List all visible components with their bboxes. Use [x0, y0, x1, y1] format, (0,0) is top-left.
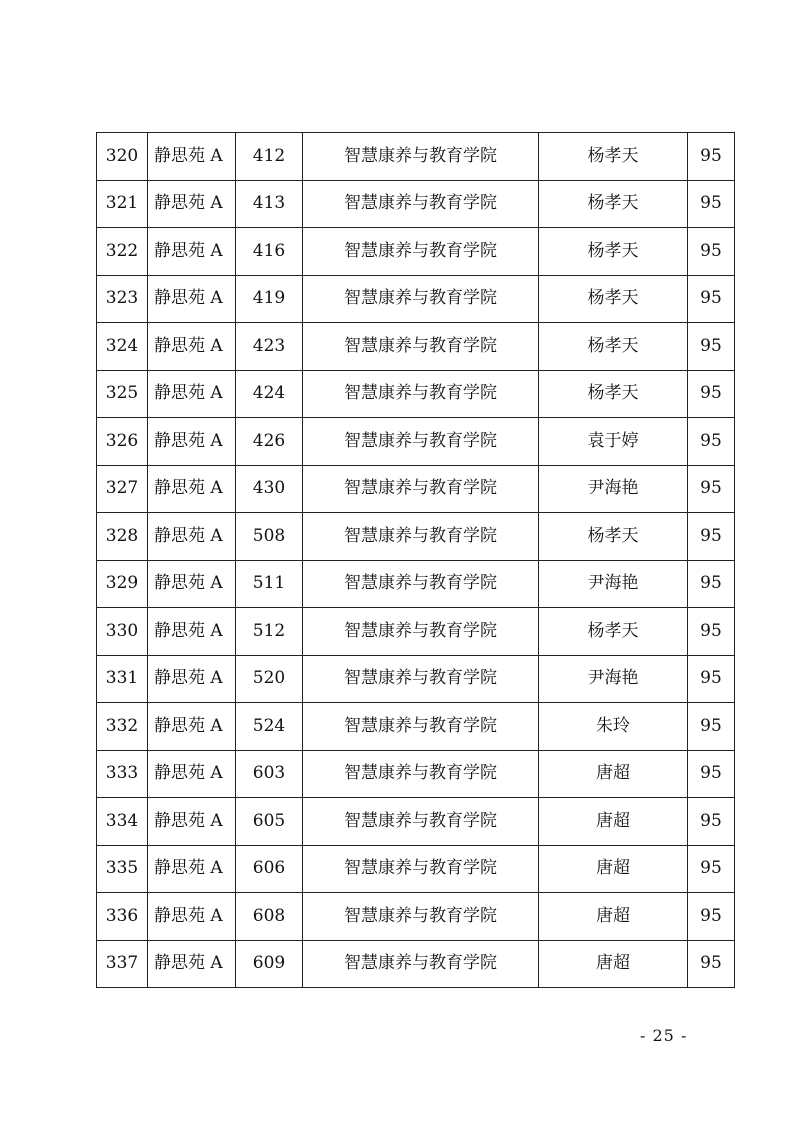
cell-serial-number: 336	[97, 893, 148, 941]
cell-building: 静思苑 A	[148, 465, 236, 513]
cell-room: 508	[236, 513, 303, 561]
cell-building: 静思苑 A	[148, 608, 236, 656]
cell-serial-number: 324	[97, 323, 148, 371]
table-row	[97, 703, 735, 751]
cell-building: 静思苑 A	[148, 703, 236, 751]
cell-serial-number: 326	[97, 418, 148, 466]
cell-serial-number: 327	[97, 465, 148, 513]
cell-building: 静思苑 A	[148, 228, 236, 276]
cell-score: 95	[688, 560, 735, 608]
cell-building: 静思苑 A	[148, 798, 236, 846]
cell-serial-number: 320	[97, 133, 148, 181]
cell-score: 95	[688, 798, 735, 846]
cell-college: 智慧康养与教育学院	[303, 418, 539, 466]
cell-score: 95	[688, 608, 735, 656]
cell-counselor: 唐超	[539, 893, 688, 941]
cell-college: 智慧康养与教育学院	[303, 608, 539, 656]
cell-room: 524	[236, 703, 303, 751]
cell-building: 静思苑 A	[148, 513, 236, 561]
table-row	[97, 275, 735, 323]
cell-counselor: 唐超	[539, 750, 688, 798]
cell-counselor: 尹海艳	[539, 655, 688, 703]
cell-college: 智慧康养与教育学院	[303, 750, 539, 798]
table-row	[97, 180, 735, 228]
cell-building: 静思苑 A	[148, 370, 236, 418]
cell-serial-number: 322	[97, 228, 148, 276]
cell-college: 智慧康养与教育学院	[303, 465, 539, 513]
cell-building: 静思苑 A	[148, 275, 236, 323]
cell-college: 智慧康养与教育学院	[303, 228, 539, 276]
cell-counselor: 尹海艳	[539, 465, 688, 513]
cell-college: 智慧康养与教育学院	[303, 133, 539, 181]
cell-college: 智慧康养与教育学院	[303, 703, 539, 751]
table-row	[97, 845, 735, 893]
cell-score: 95	[688, 655, 735, 703]
cell-counselor: 唐超	[539, 845, 688, 893]
cell-room: 609	[236, 940, 303, 988]
table-row	[97, 133, 735, 181]
cell-serial-number: 335	[97, 845, 148, 893]
cell-score: 95	[688, 893, 735, 941]
cell-score: 95	[688, 513, 735, 561]
page-number: - 25 -	[640, 1026, 688, 1045]
cell-counselor: 杨孝天	[539, 180, 688, 228]
cell-college: 智慧康养与教育学院	[303, 323, 539, 371]
cell-counselor: 杨孝天	[539, 370, 688, 418]
table-row	[97, 418, 735, 466]
cell-score: 95	[688, 703, 735, 751]
cell-counselor: 朱玲	[539, 703, 688, 751]
cell-room: 423	[236, 323, 303, 371]
cell-score: 95	[688, 370, 735, 418]
table-row	[97, 370, 735, 418]
cell-room: 419	[236, 275, 303, 323]
cell-score: 95	[688, 323, 735, 371]
cell-room: 603	[236, 750, 303, 798]
cell-college: 智慧康养与教育学院	[303, 560, 539, 608]
cell-serial-number: 332	[97, 703, 148, 751]
table-row	[97, 750, 735, 798]
cell-counselor: 杨孝天	[539, 228, 688, 276]
cell-serial-number: 328	[97, 513, 148, 561]
cell-score: 95	[688, 465, 735, 513]
cell-counselor: 杨孝天	[539, 608, 688, 656]
cell-score: 95	[688, 750, 735, 798]
cell-college: 智慧康养与教育学院	[303, 798, 539, 846]
cell-score: 95	[688, 180, 735, 228]
cell-room: 605	[236, 798, 303, 846]
cell-building: 静思苑 A	[148, 893, 236, 941]
cell-counselor: 唐超	[539, 940, 688, 988]
cell-counselor: 杨孝天	[539, 275, 688, 323]
table-row	[97, 560, 735, 608]
cell-room: 512	[236, 608, 303, 656]
cell-counselor: 尹海艳	[539, 560, 688, 608]
cell-building: 静思苑 A	[148, 845, 236, 893]
cell-counselor: 杨孝天	[539, 513, 688, 561]
table-row	[97, 513, 735, 561]
cell-serial-number: 331	[97, 655, 148, 703]
cell-building: 静思苑 A	[148, 418, 236, 466]
cell-counselor: 杨孝天	[539, 323, 688, 371]
cell-building: 静思苑 A	[148, 750, 236, 798]
cell-counselor: 杨孝天	[539, 133, 688, 181]
table-row	[97, 655, 735, 703]
cell-college: 智慧康养与教育学院	[303, 655, 539, 703]
cell-room: 430	[236, 465, 303, 513]
cell-serial-number: 330	[97, 608, 148, 656]
cell-serial-number: 329	[97, 560, 148, 608]
cell-score: 95	[688, 228, 735, 276]
cell-score: 95	[688, 133, 735, 181]
cell-counselor: 袁于婷	[539, 418, 688, 466]
cell-serial-number: 334	[97, 798, 148, 846]
table-row	[97, 798, 735, 846]
cell-building: 静思苑 A	[148, 560, 236, 608]
cell-serial-number: 321	[97, 180, 148, 228]
cell-college: 智慧康养与教育学院	[303, 893, 539, 941]
cell-counselor: 唐超	[539, 798, 688, 846]
dormitory-score-table	[96, 132, 735, 988]
cell-college: 智慧康养与教育学院	[303, 370, 539, 418]
cell-room: 606	[236, 845, 303, 893]
cell-serial-number: 325	[97, 370, 148, 418]
cell-serial-number: 333	[97, 750, 148, 798]
cell-college: 智慧康养与教育学院	[303, 275, 539, 323]
cell-serial-number: 323	[97, 275, 148, 323]
table-row	[97, 465, 735, 513]
cell-score: 95	[688, 275, 735, 323]
table-row	[97, 323, 735, 371]
table-row	[97, 608, 735, 656]
cell-room: 608	[236, 893, 303, 941]
cell-building: 静思苑 A	[148, 323, 236, 371]
cell-serial-number: 337	[97, 940, 148, 988]
cell-building: 静思苑 A	[148, 180, 236, 228]
cell-building: 静思苑 A	[148, 940, 236, 988]
cell-room: 426	[236, 418, 303, 466]
cell-room: 413	[236, 180, 303, 228]
cell-building: 静思苑 A	[148, 133, 236, 181]
cell-room: 424	[236, 370, 303, 418]
cell-college: 智慧康养与教育学院	[303, 845, 539, 893]
table-body	[97, 133, 735, 988]
cell-score: 95	[688, 418, 735, 466]
cell-college: 智慧康养与教育学院	[303, 180, 539, 228]
cell-score: 95	[688, 940, 735, 988]
cell-room: 520	[236, 655, 303, 703]
cell-building: 静思苑 A	[148, 655, 236, 703]
cell-room: 412	[236, 133, 303, 181]
cell-room: 416	[236, 228, 303, 276]
cell-college: 智慧康养与教育学院	[303, 513, 539, 561]
table-row	[97, 940, 735, 988]
table-row	[97, 228, 735, 276]
cell-college: 智慧康养与教育学院	[303, 940, 539, 988]
cell-score: 95	[688, 845, 735, 893]
table-row	[97, 893, 735, 941]
cell-room: 511	[236, 560, 303, 608]
